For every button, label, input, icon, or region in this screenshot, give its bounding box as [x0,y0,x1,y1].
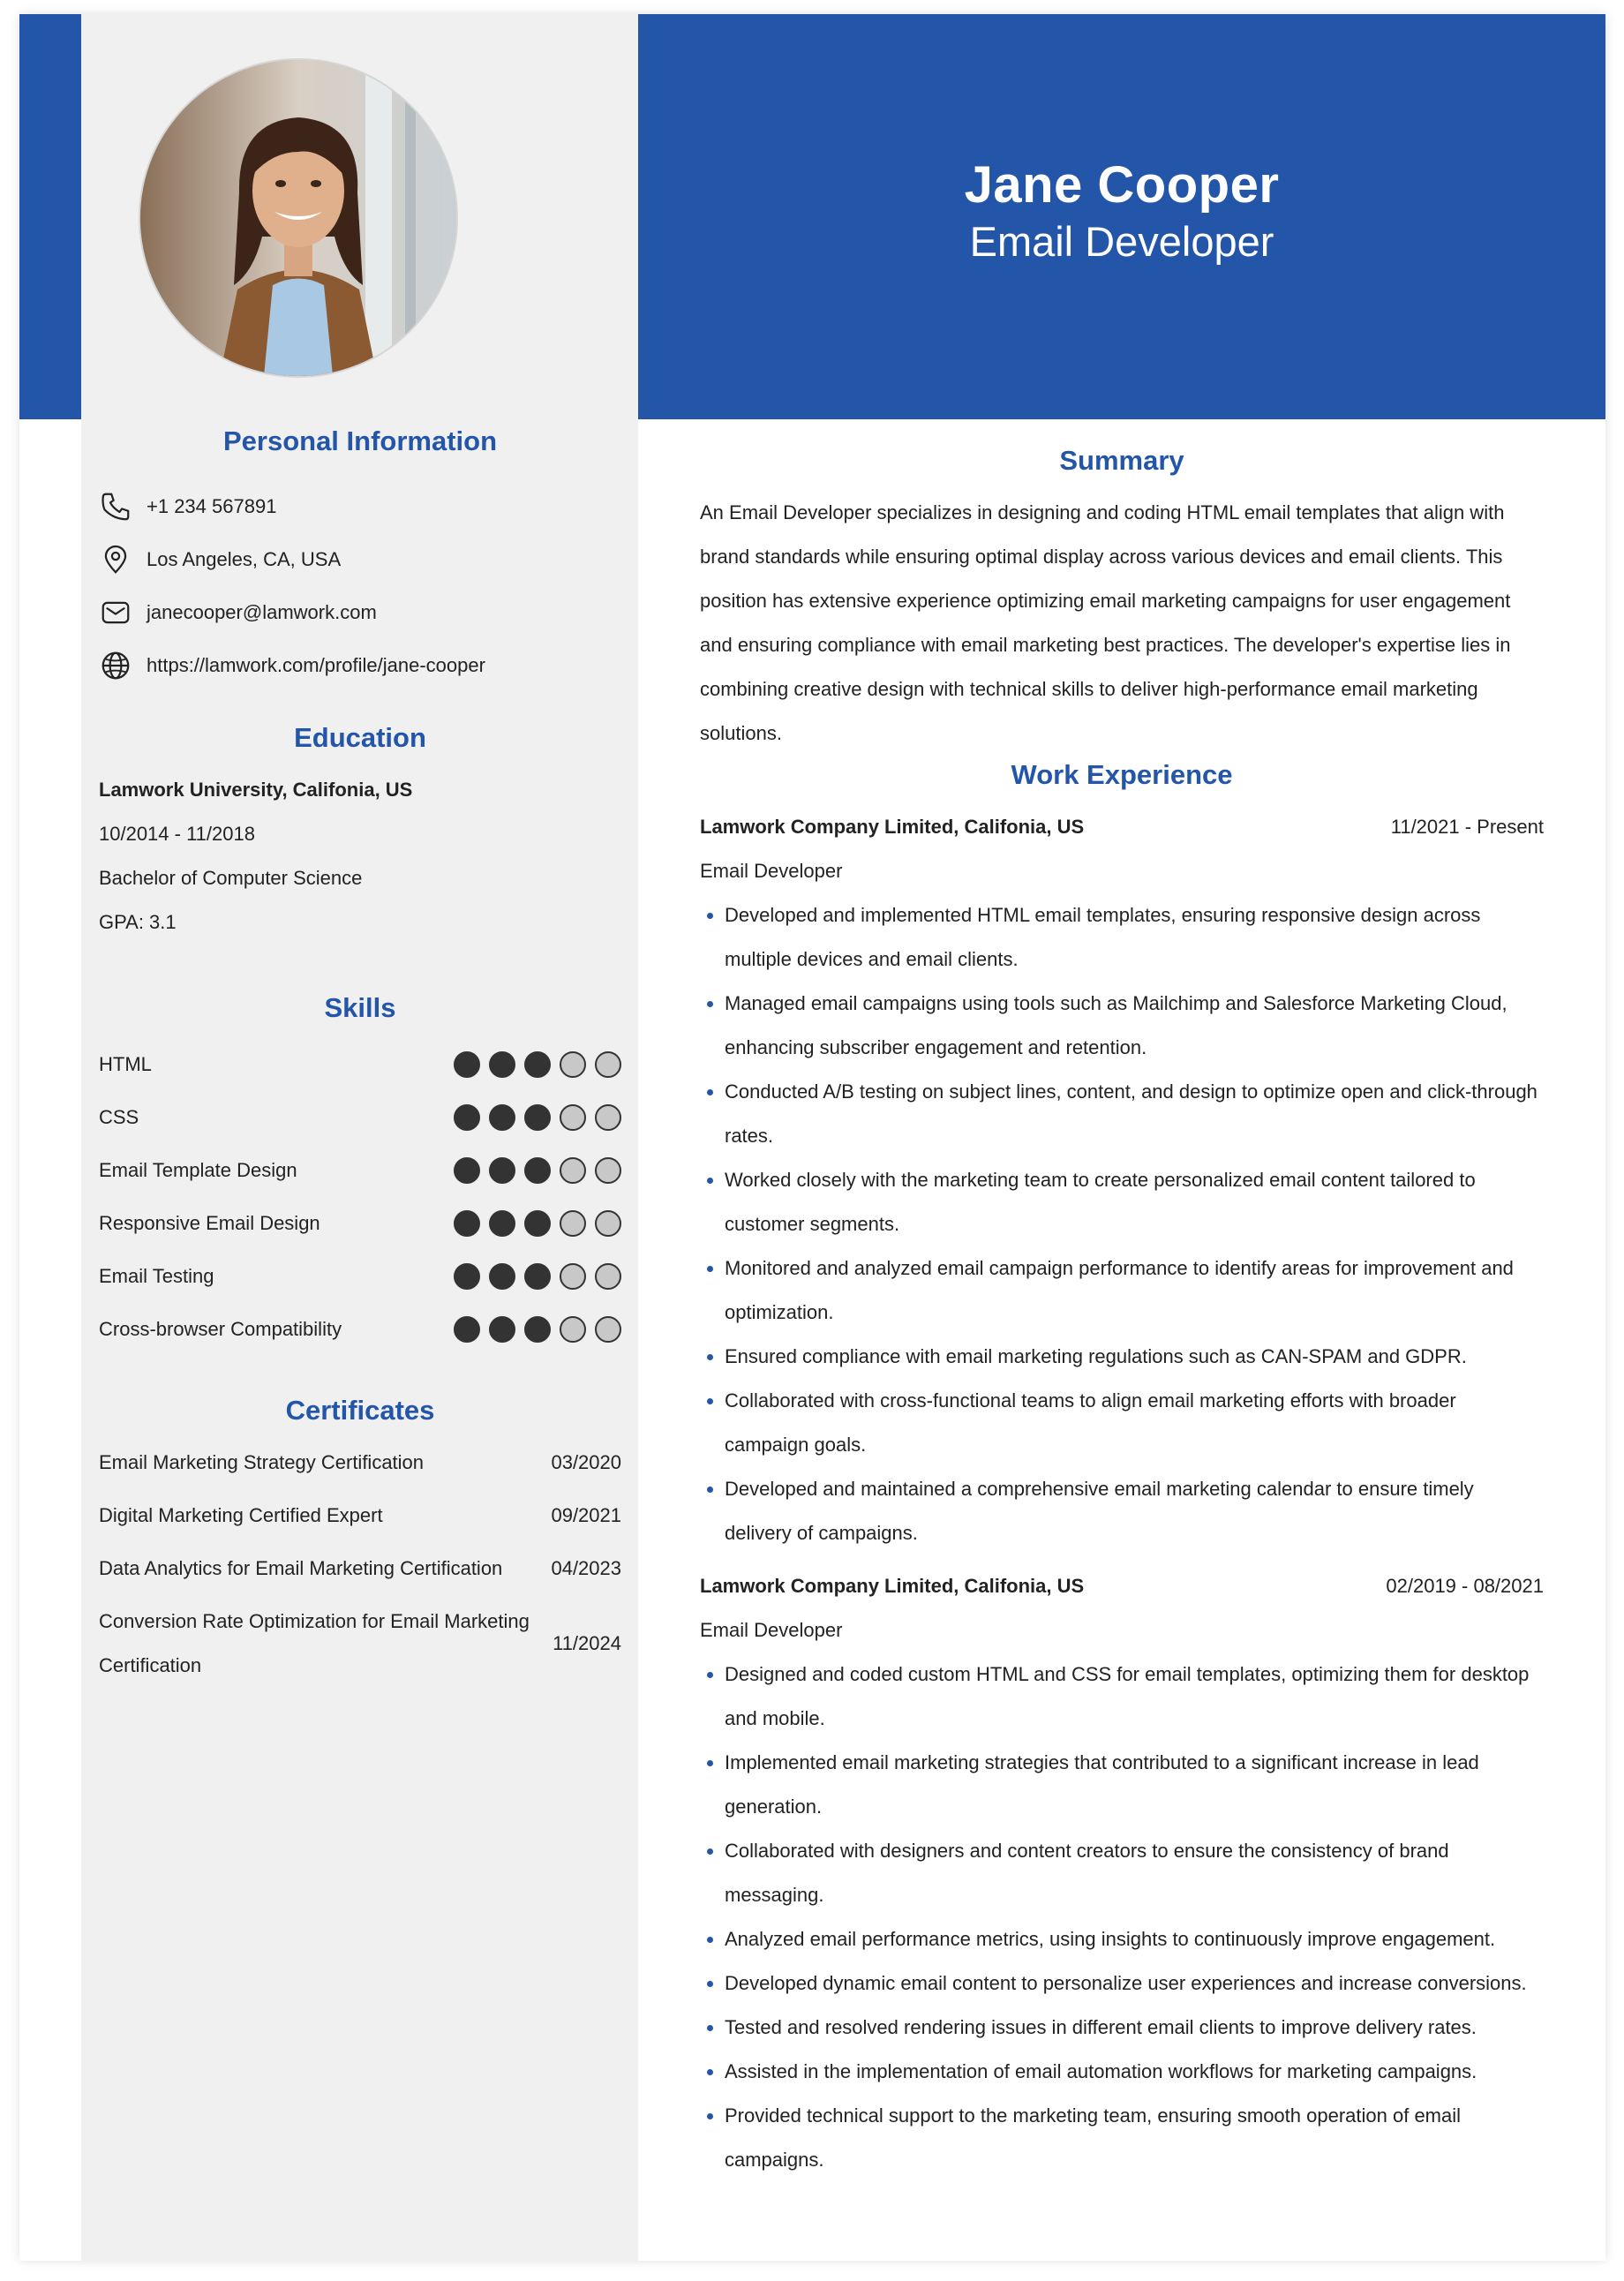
phone-icon [99,490,132,523]
skill-dot-empty [560,1316,586,1343]
job-bullet: • Developed and maintained a comprehensive email marketing calendar to ensure timely delivery of campaigns. [725,1467,1544,1555]
job-bullet: • Developed dynamic email content to personalize user experiences and increase conversions. [725,1961,1544,2006]
skill-dot-empty [595,1104,621,1131]
personal-info-title: Personal Information [222,425,498,456]
skill-name: HTML [99,1053,152,1075]
envelope-icon [99,596,132,629]
skill-dot-filled [454,1316,480,1343]
job-bullets [700,1652,1544,2182]
skill-name: CSS [99,1106,139,1128]
skills-section [99,992,621,1356]
certificates-title: Certificates [285,1395,435,1426]
job-bullet: • Managed email campaigns using tools such as Mailchimp and Salesforce Marketing Cloud, enhancing subscriber engagement and retention. [725,982,1544,1070]
location-pin-icon [99,543,132,576]
job-bullet: • Worked closely with the marketing team to create personalized email content tailored to customer segments. [725,1158,1544,1246]
skill-dot-empty [595,1157,621,1184]
skill-dot-filled [454,1263,480,1290]
skill-dot-empty [560,1104,586,1131]
job-bullet: • Collaborated with designers and content creators to ensure the consistency of brand messaging. [725,1829,1544,1917]
contact-website [99,639,621,692]
skill-dot-filled [489,1210,515,1237]
location-text: Los Angeles, CA, USA [147,548,342,570]
jobs-list [700,805,1544,2182]
candidate-name: Jane Cooper [964,156,1280,214]
skill-dot-filled [454,1104,480,1131]
skill-dot-empty [595,1316,621,1343]
job-dates: 11/2021 - Present [1390,816,1544,838]
job-bullet: • Ensured compliance with email marketing regulations such as CAN-SPAM and GDPR. [725,1335,1544,1379]
education-degree: Bachelor of Computer Science [99,867,363,889]
skill-dot-filled [489,1051,515,1078]
skill-dot-filled [524,1157,551,1184]
job-header [700,1564,1544,1608]
skill-dot-filled [524,1263,551,1290]
certificate-row [99,1441,621,1485]
certificates-list [99,1441,621,1688]
contact-location [99,533,621,586]
experience-section [700,759,1544,2182]
skill-row [99,1303,621,1356]
summary-section [700,445,1544,756]
job-bullet: • Conducted A/B testing on subject lines, content, and design to optimize open and click-through rates. [725,1070,1544,1158]
job-bullet: • Tested and resolved rendering issues in different email clients to improve delivery rates. [725,2006,1544,2050]
certificate-date: 09/2021 [551,1504,621,1526]
skill-dot-empty [560,1157,586,1184]
skill-name: Responsive Email Design [99,1212,320,1234]
skill-row [99,1197,621,1250]
job-title: Email Developer [700,1619,843,1641]
certificate-row [99,1547,621,1591]
certificate-row [99,1494,621,1538]
job-bullets [700,893,1544,1555]
education-school: Lamwork University, Califonia, US [99,779,413,801]
certificate-date: 04/2023 [551,1557,621,1579]
skill-dot-empty [595,1051,621,1078]
skill-name: Email Template Design [99,1159,297,1181]
job-dates: 02/2019 - 08/2021 [1386,1575,1544,1597]
certificate-name: Digital Marketing Certified Expert [99,1504,383,1526]
skill-dot-empty [595,1263,621,1290]
skill-level-rating [454,1051,621,1078]
skill-dot-filled [489,1157,515,1184]
education-section [99,722,621,945]
skill-dot-filled [524,1316,551,1343]
skill-dot-filled [489,1263,515,1290]
skill-dot-filled [524,1210,551,1237]
header-banner [638,14,1605,419]
certificate-date: 11/2024 [553,1632,621,1654]
accent-strip [19,14,81,419]
skill-dot-filled [454,1051,480,1078]
job-entry [700,805,1544,1555]
phone-text: +1 234 567891 [147,495,277,517]
job-title: Email Developer [700,860,843,882]
skill-level-rating [454,1104,621,1131]
job-company: Lamwork Company Limited, Califonia, US [700,816,1085,838]
job-bullet: • Monitored and analyzed email campaign performance to identify areas for improvement and optimization. [725,1246,1544,1335]
job-bullet: • Collaborated with cross-functional teams to align email marketing efforts with broader campaign goals. [725,1379,1544,1467]
skill-dot-filled [454,1157,480,1184]
certificate-date: 03/2020 [551,1451,621,1473]
skill-dot-empty [560,1051,586,1078]
skill-name: Cross-browser Compatibility [99,1318,342,1340]
avatar [139,58,458,378]
skill-dot-filled [524,1104,551,1131]
job-company: Lamwork Company Limited, Califonia, US [700,1575,1085,1597]
job-entry [700,1564,1544,2182]
job-bullet: • Developed and implemented HTML email templates, ensuring responsive design across multiple devices and email clients. [725,893,1544,982]
skill-dot-filled [454,1210,480,1237]
contact-email [99,586,621,639]
summary-title: Summary [1059,445,1184,476]
skill-dot-filled [489,1316,515,1343]
job-bullet: • Designed and coded custom HTML and CSS for email templates, optimizing them for desktop and mobile. [725,1652,1544,1741]
certificate-name: Data Analytics for Email Marketing Certification [99,1557,503,1579]
skill-level-rating [454,1210,621,1237]
contact-phone [99,480,621,533]
job-bullet: • Analyzed email performance metrics, using insights to continuously improve engagement. [725,1917,1544,1961]
personal-info-section [99,425,621,457]
globe-icon [99,649,132,682]
skill-row [99,1038,621,1091]
job-bullet: • Assisted in the implementation of email automation workflows for marketing campaigns. [725,2050,1544,2094]
certificates-section [99,1395,621,1697]
skill-dot-empty [560,1210,586,1237]
summary-text: An Email Developer specializes in designing and coding HTML email templates that align with brand standards while ensuring optimal display across various devices and email clients. This position has extensive experience optimizing email marketing campaigns for user engagement and ensuring compliance with email marketing best practices. The developer's expertise lies in combining creative design with technical skills to deliver high-performance email marketing solutions. [700,501,1511,744]
education-title: Education [294,722,426,753]
skill-row [99,1144,621,1197]
skills-title: Skills [324,992,396,1023]
skills-list [99,1038,621,1356]
skill-dot-empty [595,1210,621,1237]
certificate-name: Email Marketing Strategy Certification [99,1451,425,1473]
skill-dot-filled [489,1104,515,1131]
skill-dot-empty [560,1263,586,1290]
skill-row [99,1091,621,1144]
skill-level-rating [454,1316,621,1343]
job-bullet: • Provided technical support to the marketing team, ensuring smooth operation of email campaigns. [725,2094,1544,2182]
certificate-row [99,1600,621,1688]
skill-row [99,1250,621,1303]
skill-level-rating [454,1263,621,1290]
contact-list [99,480,621,692]
experience-title: Work Experience [1011,759,1233,790]
avatar-photo-illustration [140,60,456,376]
certificate-name: Conversion Rate Optimization for Email Marketing Certification [99,1610,530,1676]
job-header [700,805,1544,849]
candidate-role: Email Developer [969,218,1274,265]
skill-name: Email Testing [99,1265,214,1287]
skill-dot-filled [524,1051,551,1078]
job-bullet: • Implemented email marketing strategies that contributed to a significant increase in lead generation. [725,1741,1544,1829]
education-dates: 10/2014 - 11/2018 [99,823,255,845]
education-gpa: GPA: 3.1 [99,911,177,933]
skill-level-rating [454,1157,621,1184]
email-text[interactable]: janecooper@lamwork.com [147,601,377,623]
resume-page [19,14,1605,2261]
website-link[interactable]: https://lamwork.com/profile/jane-cooper [147,654,485,676]
